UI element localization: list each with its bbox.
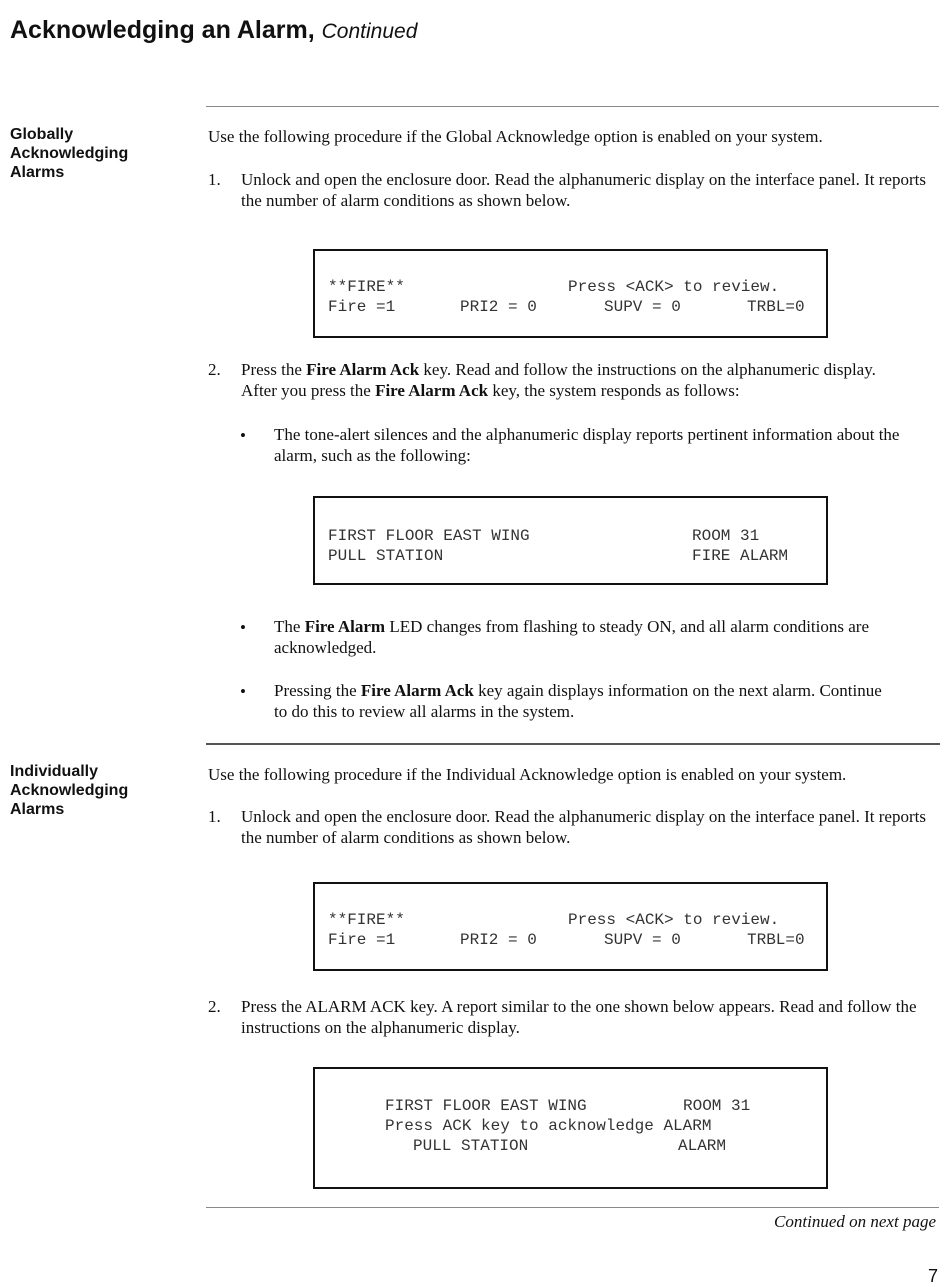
individual-step2-text: Press the ALARM ACK key. A report similar to the one shown below appears. Read and follow the instructions on the alphanumeric display. bbox=[241, 997, 917, 1037]
section-divider bbox=[206, 743, 940, 745]
fire-alarm-ack-key: Fire Alarm Ack bbox=[360, 681, 474, 700]
fire-alarm-led-label: Fire Alarm bbox=[304, 617, 386, 636]
continued-next-page: Continued on next page bbox=[774, 1212, 936, 1231]
display-line1-left: **FIRE** bbox=[328, 278, 405, 296]
display-room: ROOM 31 bbox=[683, 1097, 751, 1115]
individual-step1-number: 1. bbox=[208, 807, 221, 826]
global-display-alarm-info bbox=[313, 496, 828, 585]
bullet-marker: • bbox=[240, 682, 246, 701]
bottom-divider bbox=[206, 1207, 939, 1208]
individual-display-summary bbox=[313, 882, 828, 971]
display-line1-left: **FIRE** bbox=[328, 911, 405, 929]
display-alarm-type: FIRE ALARM bbox=[692, 547, 789, 565]
top-divider bbox=[206, 106, 939, 107]
display-location: FIRST FLOOR EAST WING bbox=[385, 1097, 587, 1115]
display-supv-count: SUPV = 0 bbox=[604, 931, 681, 949]
global-step2-text: Press the Fire Alarm Ack key. Read and follow the instructions on the alphanumeric display. After you press the Fire Alarm Ack key, the system responds as follows: bbox=[241, 360, 876, 400]
fire-alarm-ack-key: Fire Alarm Ack bbox=[306, 360, 420, 379]
individual-intro: Use the following procedure if the Individual Acknowledge option is enabled on your system. bbox=[208, 765, 847, 784]
display-pri2-count: PRI2 = 0 bbox=[460, 298, 537, 316]
display-trbl-count: TRBL=0 bbox=[747, 298, 805, 316]
display-supv-count: SUPV = 0 bbox=[604, 298, 681, 316]
page-title-continued: Continued bbox=[321, 20, 418, 43]
bullet-marker: • bbox=[240, 618, 246, 637]
global-bullet3-text: Pressing the Fire Alarm Ack key again displays information on the next alarm. Continue to do this to review all alarms in the system. bbox=[274, 681, 882, 721]
global-intro: Use the following procedure if the Global Acknowledge option is enabled on your system. bbox=[208, 127, 823, 146]
fire-alarm-ack-key: Fire Alarm Ack bbox=[375, 381, 489, 400]
individual-step2-number: 2. bbox=[208, 997, 221, 1016]
global-step1-number: 1. bbox=[208, 170, 221, 189]
page-title bbox=[10, 16, 417, 45]
display-room: ROOM 31 bbox=[692, 527, 760, 545]
individual-display-ack-prompt bbox=[313, 1067, 828, 1189]
display-device: PULL STATION bbox=[328, 547, 444, 565]
display-pri2-count: PRI2 = 0 bbox=[460, 931, 537, 949]
display-alarm-type: ALARM bbox=[678, 1137, 727, 1155]
global-bullet2-text: The Fire Alarm LED changes from flashing to steady ON, and all alarm conditions are acknowledged. bbox=[274, 617, 869, 657]
display-location: FIRST FLOOR EAST WING bbox=[328, 527, 530, 545]
page-title-main: Acknowledging an Alarm, bbox=[10, 16, 315, 44]
global-step2-number: 2. bbox=[208, 360, 221, 379]
display-fire-count: Fire =1 bbox=[328, 298, 396, 316]
bullet-marker: • bbox=[240, 426, 246, 445]
display-line1-right: Press <ACK> to review. bbox=[568, 278, 780, 296]
global-step1-text: Unlock and open the enclosure door. Read the alphanumeric display on the interface panel. It reports the number of alarm conditions as shown below. bbox=[241, 170, 926, 210]
global-display-summary bbox=[313, 249, 828, 338]
display-fire-count: Fire =1 bbox=[328, 931, 396, 949]
display-device: PULL STATION bbox=[413, 1137, 529, 1155]
display-line1-right: Press <ACK> to review. bbox=[568, 911, 780, 929]
individual-section-heading: Individually Acknowledging Alarms bbox=[10, 763, 129, 818]
display-trbl-count: TRBL=0 bbox=[747, 931, 805, 949]
page-number: 7 bbox=[927, 1266, 938, 1286]
global-section-heading: Globally Acknowledging Alarms bbox=[10, 126, 129, 181]
individual-step1-text: Unlock and open the enclosure door. Read the alphanumeric display on the interface panel. It reports the number of alarm conditions as shown below. bbox=[241, 807, 926, 847]
display-ack-instruction: Press ACK key to acknowledge ALARM bbox=[385, 1117, 712, 1135]
global-bullet1-text: The tone-alert silences and the alphanumeric display reports pertinent information about the alarm, such as the following: bbox=[274, 425, 900, 465]
